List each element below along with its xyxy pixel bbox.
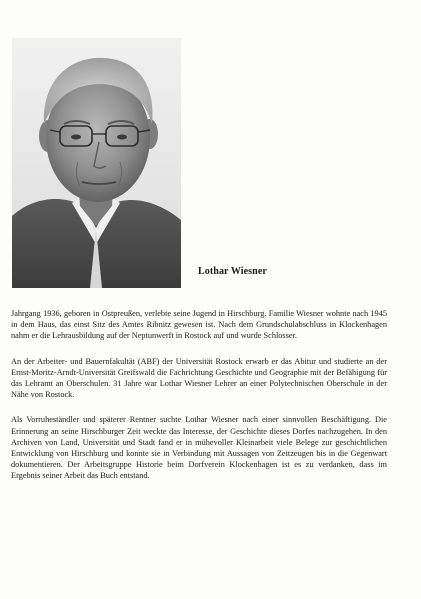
portrait-image <box>12 38 181 288</box>
author-name: Lothar Wiesner <box>198 266 267 277</box>
bio-paragraph-3: Als Vorruheständler und späterer Rentner suchte Lothar Wiesner nach einer sinnvollen Beschäftigung. Die Erinnerung an seine Hirschburger Zeit weckte das Interesse, der Geschichte dieses Dorfes nachzugehen. In den Archiven von Land, Universität und Stadt fand er in mühevoller Kleinarbeit viele Belege zur geschichtlichen Entwicklung von Hirschburg und konnte sie in Verbindung mit Aussagen von Zeitzeugen bis in die Gegenwart dokumentieren. Der Arbeitsgruppe Historie beim Dorfverein Klockenhagen ist es zu verdanken, dass im Ergebnis seiner Arbeit das Buch entstand. <box>11 415 387 481</box>
bio-paragraph-2: An der Arbeiter- und Bauernfakultät (ABF) der Universität Rostock erwarb er das Abitur und studierte an der Ernst-Moritz-Arndt-Universität Greifswald die Fachrichtung Geschichte und Geographie mit der Befähigung für das Lehramt an Oberschulen. 31 Jahre war Lothar Wiesner Lehrer an einer Polytechnischen Oberschule in der Nähe von Rostock. <box>11 356 387 400</box>
author-biography <box>11 308 387 496</box>
bio-paragraph-1: Jahrgang 1936, geboren in Ostpreußen, verlebte seine Jugend in Hirschburg. Familie Wiesner wohnte nach 1945 in dem Haus, das einst Sitz des Amtes Ribnitz gewesen ist. Nach dem Grundschulabschluss in Klockenhagen nahm er die Lehrausbildung auf der Neptunwerft in Rostock auf und wurde Schlosser. <box>11 309 387 341</box>
portrait-photo <box>12 38 181 288</box>
